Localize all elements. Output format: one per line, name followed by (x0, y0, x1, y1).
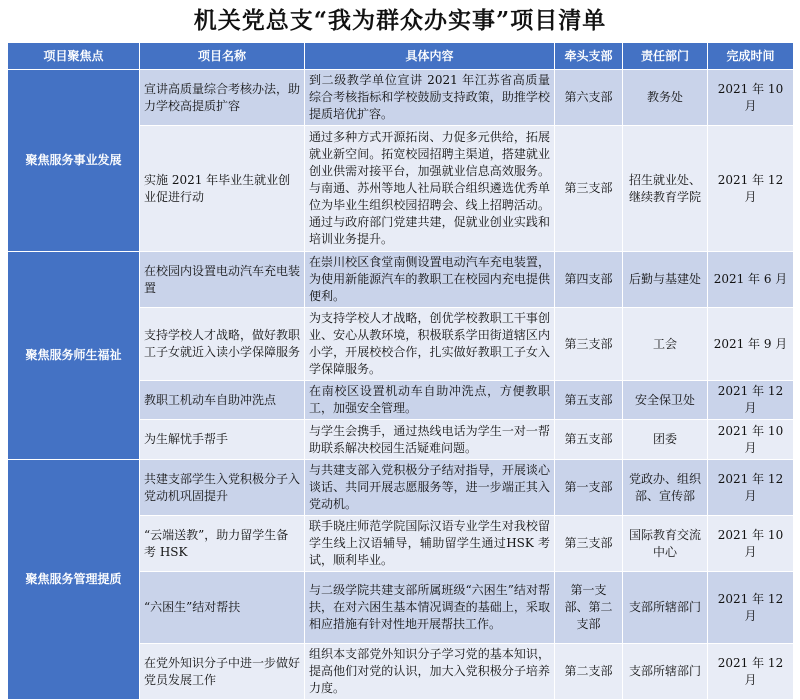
branch-cell: 第四支部 (555, 252, 623, 308)
content-cell: 与共建支部入党积极分子结对指导，开展谈心谈话、共同开展志愿服务等，进一步端正其入党动机。 (305, 460, 555, 516)
dept-cell: 党政办、组织部、宣传部 (623, 460, 708, 516)
time-cell: 2021 年 10 月 (708, 420, 794, 460)
header-focus: 项目聚焦点 (8, 43, 140, 70)
table-row (8, 252, 794, 308)
branch-cell: 第五支部 (555, 381, 623, 420)
content-cell: 联手晓庄师范学院国际汉语专业学生对我校留学生线上汉语辅导，辅助留学生通过HSK 考试，顺利毕业。 (305, 516, 555, 572)
content-cell: 与二级学院共建支部所属班级“六困生”结对帮扶，在对六困生基本情况调查的基础上，采取相应措施有针对性地开展帮扶工作。 (305, 572, 555, 644)
project-name-cell: 共建支部学生入党积极分子入党动机巩固提升 (140, 460, 305, 516)
header-content: 具体内容 (305, 43, 555, 70)
dept-cell: 招生就业处、继续教育学院 (623, 126, 708, 252)
branch-cell: 第三支部 (555, 126, 623, 252)
dept-cell: 支部所辖部门 (623, 572, 708, 644)
time-cell: 2021 年 10 月 (708, 70, 794, 126)
header-time: 完成时间 (708, 43, 794, 70)
branch-cell: 第一支部、第二支部 (555, 572, 623, 644)
time-cell: 2021 年 10 月 (708, 516, 794, 572)
project-name-cell: 在校园内设置电动汽车充电装置 (140, 252, 305, 308)
header-row (8, 43, 794, 70)
content-cell: 与学生会携手，通过热线电话为学生一对一帮助联系解决校园生活疑难问题。 (305, 420, 555, 460)
content-cell: 在南校区设置机动车自助冲洗点，方便教职工，加强安全管理。 (305, 381, 555, 420)
project-name-cell: 为生解忧手帮手 (140, 420, 305, 460)
branch-cell: 第三支部 (555, 308, 623, 381)
focus-cell: 聚焦服务事业发展 (8, 70, 140, 252)
dept-cell: 支部所辖部门 (623, 644, 708, 700)
time-cell: 2021 年 6 月 (708, 252, 794, 308)
time-cell: 2021 年 9 月 (708, 308, 794, 381)
dept-cell: 教务处 (623, 70, 708, 126)
page-title: 机关党总支“我为群众办实事”项目清单 (193, 7, 607, 34)
content-cell: 为支持学校人才战略，创优学校教职工干事创业、安心从教环境，积极联系学田街道辖区内小学，开展校校合作，扎实做好教职工子女入学保障服务。 (305, 308, 555, 381)
time-cell: 2021 年 12 月 (708, 126, 794, 252)
dept-cell: 后勤与基建处 (623, 252, 708, 308)
project-name-cell: “云端送教”，助力留学生备考 HSK (140, 516, 305, 572)
project-name-cell: 在党外知识分子中进一步做好党员发展工作 (140, 644, 305, 700)
branch-cell: 第一支部 (555, 460, 623, 516)
dept-cell: 团委 (623, 420, 708, 460)
header-dept: 责任部门 (623, 43, 708, 70)
project-name-cell: “六困生”结对帮扶 (140, 572, 305, 644)
table-row (8, 70, 794, 126)
table-row (8, 460, 794, 516)
header-name: 项目名称 (140, 43, 305, 70)
branch-cell: 第五支部 (555, 420, 623, 460)
project-name-cell: 支持学校人才战略，做好教职工子女就近入读小学保障服务 (140, 308, 305, 381)
project-table (7, 42, 794, 700)
time-cell: 2021 年 12 月 (708, 644, 794, 700)
focus-cell: 聚焦服务管理提质 (8, 460, 140, 700)
focus-cell: 聚焦服务师生福祉 (8, 252, 140, 460)
time-cell: 2021 年 12 月 (708, 572, 794, 644)
project-name-cell: 宣讲高质量综合考核办法，助力学校高提质扩容 (140, 70, 305, 126)
header-branch: 牵头支部 (555, 43, 623, 70)
project-name-cell: 教职工机动车自助冲洗点 (140, 381, 305, 420)
time-cell: 2021 年 12 月 (708, 460, 794, 516)
dept-cell: 安全保卫处 (623, 381, 708, 420)
time-cell: 2021 年 12 月 (708, 381, 794, 420)
content-cell: 到二级教学单位宣讲 2021 年江苏省高质量综合考核指标和学校鼓励支持政策，助推学校提质培优扩容。 (305, 70, 555, 126)
dept-cell: 工会 (623, 308, 708, 381)
project-name-cell: 实施 2021 年毕业生就业创业促进行动 (140, 126, 305, 252)
branch-cell: 第三支部 (555, 516, 623, 572)
dept-cell: 国际教育交流中心 (623, 516, 708, 572)
branch-cell: 第二支部 (555, 644, 623, 700)
content-cell: 通过多种方式开源拓岗、力促多元供给，拓展就业新空间。拓宽校园招聘主渠道，搭建就业创业供需对接平台，加强就业信息高效服务。与南通、苏州等地人社局联合组织遴选优秀单位为毕业生组织校园招聘会、线上招聘活动。通过与政府部门党建共建，促就业创业实践和培训业务提升。 (305, 126, 555, 252)
branch-cell: 第六支部 (555, 70, 623, 126)
content-cell: 在崇川校区食堂南侧设置电动汽车充电装置，为使用新能源汽车的教职工在校园内充电提供便利。 (305, 252, 555, 308)
content-cell: 组织本支部党外知识分子学习党的基本知识，提高他们对党的认识，加大入党积极分子培养力度。 (305, 644, 555, 700)
